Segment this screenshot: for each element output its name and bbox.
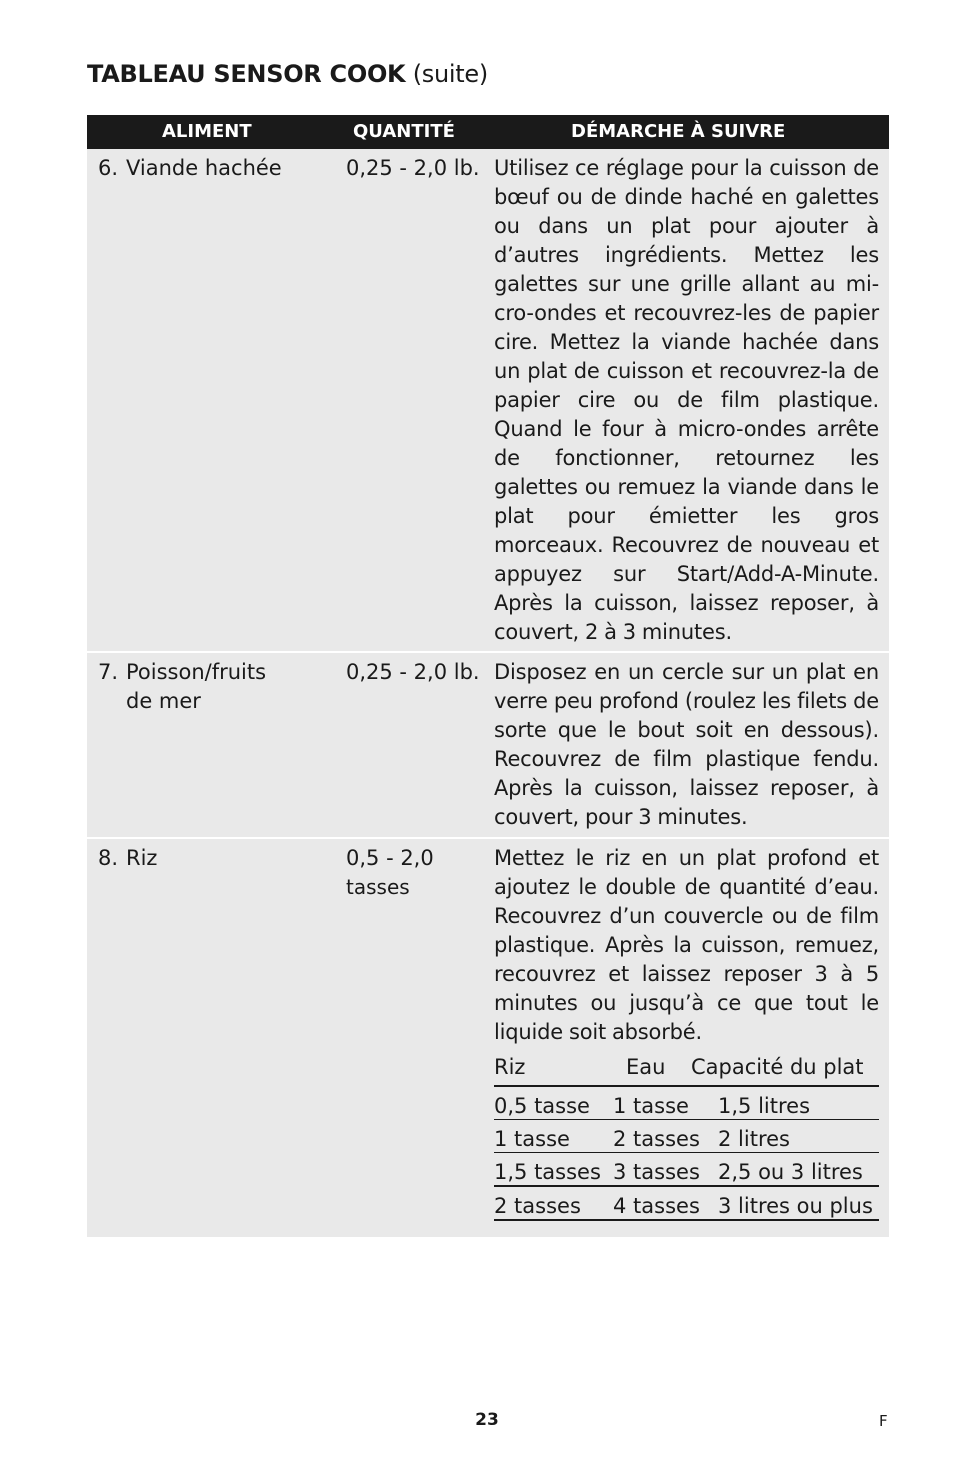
quantity-line: 0,25 - 2,0 lb.	[346, 660, 480, 684]
dish-capacity: 1,5 litres	[718, 1094, 811, 1118]
sensor-cook-table	[87, 115, 889, 1237]
dish-capacity: 3 litres ou plus	[718, 1194, 873, 1218]
quantity-line: 0,5 - 2,0	[346, 846, 434, 870]
rice-water-table	[494, 1051, 879, 1221]
quantity	[346, 844, 491, 902]
quantity	[346, 658, 491, 687]
instructions: Utilisez ce réglage pour la cuisson de bœuf ou de dinde haché en galettes ou dans un plat pour ajouter à d’autres ingrédients. Mettez les galettes sur une grille allant au mi-cro-ondes et recouvrez-les de papier cire. Mettez la viande hachée dans un plat de cuisson et recouvrez-la de papier cire ou de film plastique. Quand le four à micro-ondes arrête de fonctionner, retournez les galettes ou remuez la viande dans le plat pour émietter les gros morceaux. Recouvrez de nouveau et appuyez sur Start/Add-A-Minute. Après la cuisson, laissez reposer, à couvert, 2 à 3 minutes.	[494, 156, 879, 644]
page-title	[87, 60, 488, 88]
rice-table-row	[494, 1120, 879, 1153]
quantity	[346, 154, 491, 183]
food-name-line: Viande hachée	[126, 156, 282, 180]
food-name	[98, 658, 338, 716]
rice-amount: 0,5 tasse	[494, 1094, 590, 1118]
food-name-line-2: de mer	[126, 689, 201, 713]
rice-amount: 1,5 tasses	[494, 1160, 601, 1184]
rice-header-capacite: Capacité du plat	[691, 1055, 864, 1079]
row-number: 6.	[98, 156, 119, 180]
rice-amount: 1 tasse	[494, 1127, 570, 1151]
rice-table-row	[494, 1153, 879, 1187]
title-suffix: (suite)	[412, 60, 488, 88]
rice-header-riz: Riz	[494, 1055, 526, 1079]
instructions: Mettez le riz en un plat profond et ajoutez le double de quantité d’eau. Recouvrez d’un couvercle ou de film plastique. Après la cuisson, remuez, recouvrez et laissez reposer 3 à 5 minutes ou jusqu’à ce que tout le liquide soit absorbé.	[494, 846, 879, 1044]
rice-table-row	[494, 1187, 879, 1221]
header-demarche: DÉMARCHE À SUIVRE	[571, 121, 786, 142]
table-row	[87, 653, 889, 839]
instructions: Disposez en un cercle sur un plat en verre peu profond (roulez les filets de sorte que le bout soit en dessous). Recouvrez de film plastique fendu. Après la cuisson, laissez reposer, à couvert, pour 3 minutes.	[494, 660, 879, 829]
header-aliment: ALIMENT	[162, 121, 252, 142]
table-row	[87, 149, 889, 653]
table-header	[87, 115, 889, 149]
dish-capacity: 2,5 ou 3 litres	[718, 1160, 863, 1184]
water-amount: 1 tasse	[613, 1094, 689, 1118]
food-name-line: Poisson/fruits	[126, 660, 267, 684]
water-amount: 3 tasses	[613, 1160, 700, 1184]
language-marker: F	[879, 1412, 888, 1430]
quantity-unit: tasses	[346, 875, 410, 899]
dish-capacity: 2 litres	[718, 1127, 790, 1151]
food-name	[98, 844, 338, 873]
page-number: 23	[475, 1410, 499, 1430]
rice-header-eau: Eau	[626, 1055, 666, 1079]
food-name	[98, 154, 338, 183]
row-number: 7.	[98, 660, 119, 684]
rice-table-row	[494, 1087, 879, 1120]
water-amount: 2 tasses	[613, 1127, 700, 1151]
title-main: TABLEAU SENSOR COOK	[87, 60, 406, 88]
rice-table-header	[494, 1051, 879, 1087]
row-number: 8.	[98, 846, 119, 870]
food-name-line: Riz	[126, 846, 158, 870]
quantity-line: 0,25 - 2,0 lb.	[346, 156, 480, 180]
header-quantite: QUANTITÉ	[353, 121, 455, 142]
table-row	[87, 839, 889, 1237]
rice-amount: 2 tasses	[494, 1194, 581, 1218]
water-amount: 4 tasses	[613, 1194, 700, 1218]
